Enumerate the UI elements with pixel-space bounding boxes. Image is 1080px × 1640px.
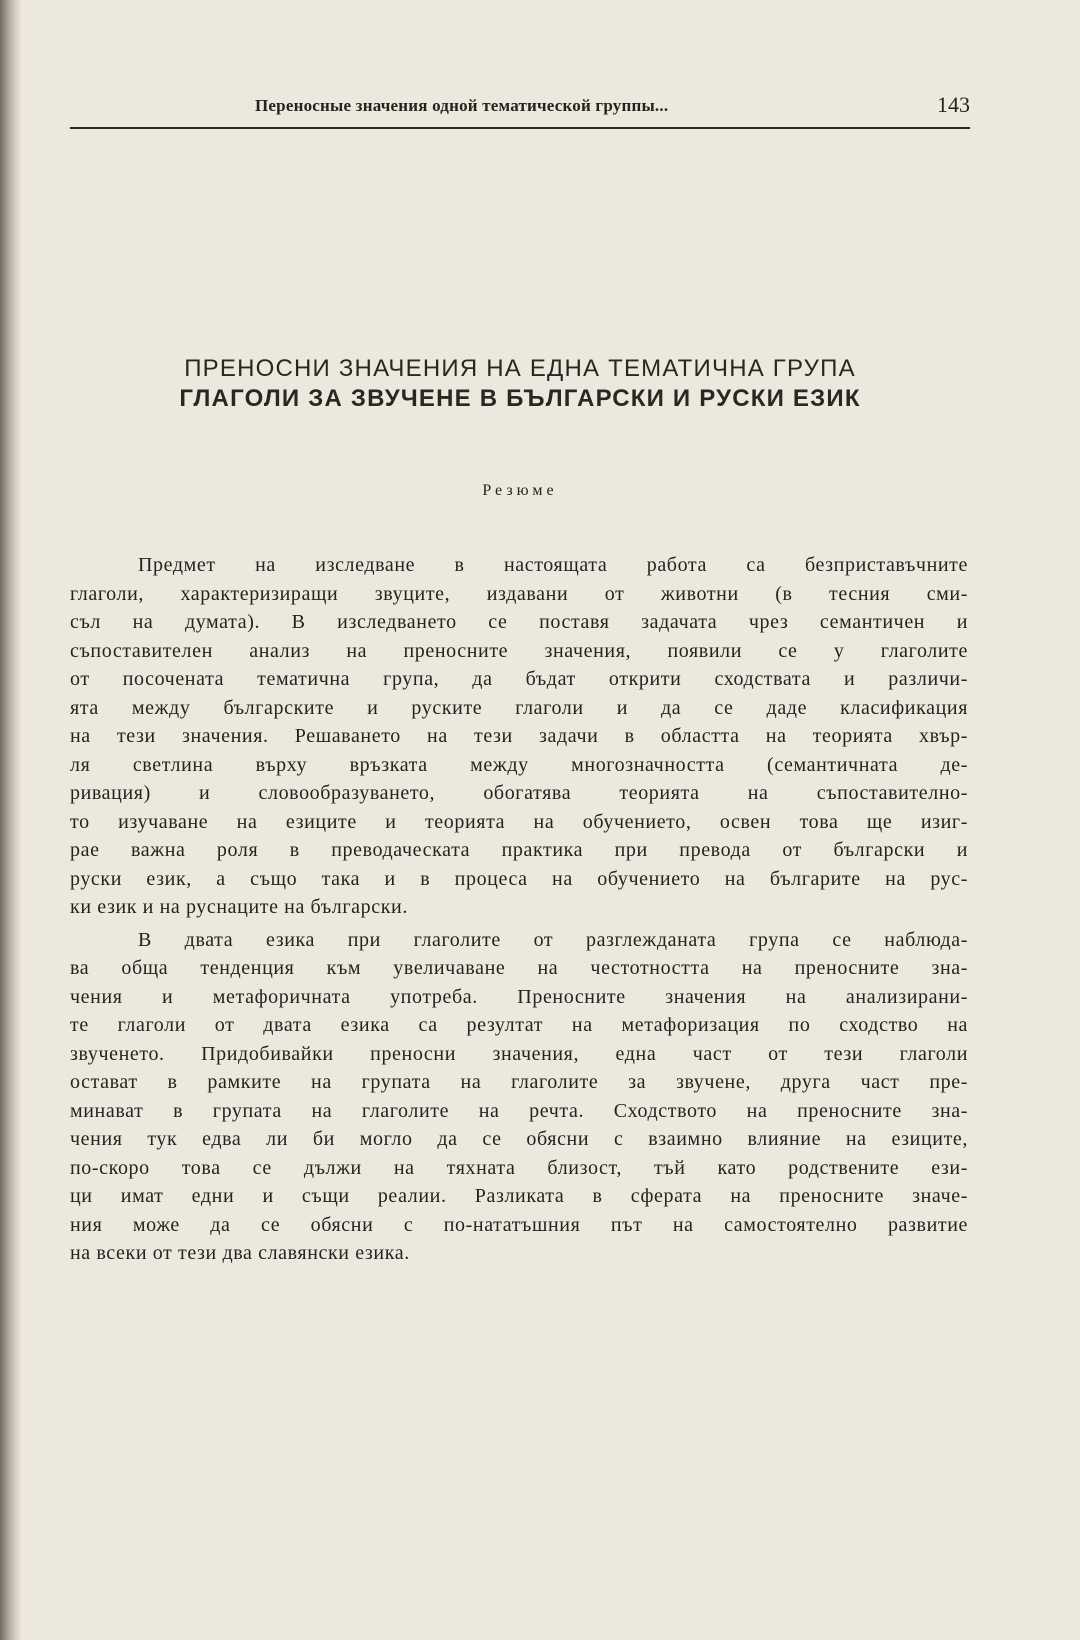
text-line: ки език и на руснаците на български. <box>70 896 408 918</box>
text-line: чения и метафоричната употреба. Преносните значения на анализирани- <box>70 985 968 1008</box>
text-line: ва обща тенденция към увеличаване на честотността на преносните зна- <box>70 957 968 979</box>
text-line: Предмет на изследване в настоящата работа са безприставъчните <box>138 554 968 576</box>
text-line: съпоставителен анализ на преносните значения, появили се у глаголите <box>70 639 968 662</box>
article-title-line-1: ПРЕНОСНИ ЗНАЧЕНИЯ НА ЕДНА ТЕМАТИЧНА ГРУПА <box>184 355 856 382</box>
text-line: глаголи, характеризиращи звуците, издавани от животни (в тесния сми- <box>70 582 968 605</box>
text-line: ля светлина върху връзката между многозначността (семантичната де- <box>70 753 968 776</box>
text-line: минават в групата на глаголите на речта. Сходството на преносните зна- <box>70 1099 968 1122</box>
text-line: звученето. Придобивайки преносни значения, една част от тези глаголи <box>70 1042 968 1065</box>
text-line: ята между българските и руските глаголи и да се даде класификация <box>70 696 968 719</box>
summary-heading: Резюме <box>482 482 558 499</box>
text-line: руски език, а също така и в процеса на обучението на българите на рус- <box>70 867 968 890</box>
text-line: на всеки от тези два славянски езика. <box>70 1242 410 1264</box>
text-line: ния може да се обясни с по-нататъшния път на самостоятелно развитие <box>70 1213 968 1236</box>
text-line: ци имат едни и същи реалии. Разликата в сферата на преносните значе- <box>70 1185 968 1207</box>
running-title: Переносные значения одной тематической группы... <box>255 96 669 115</box>
summary-body <box>70 551 968 1268</box>
text-line: остават в рамките на групата на глаголите за звучене, друга част пре- <box>70 1071 968 1093</box>
text-line: ривация) и словообразуването, обогатява теорията на съпоставително- <box>70 782 968 804</box>
text-line: чения тук едва ли би могло да се обясни с взаимно влияние на езиците, <box>70 1128 968 1150</box>
text-line: рае важна роля в преводаческата практика при превода от български и <box>70 839 968 861</box>
running-head <box>70 86 970 126</box>
text-line: от посочената тематична група, да бъдат открити сходствата и различи- <box>70 668 968 690</box>
article-title-line-2: ГЛАГОЛИ ЗА ЗВУЧЕНЕ В БЪЛГАРСКИ И РУСКИ ЕЗИК <box>179 385 861 412</box>
text-line: то изучаване на езиците и теорията на обучението, освен това ще изиг- <box>70 810 968 833</box>
text-line: по-скоро това се дължи на тяхната близост, тъй като родствените ези- <box>70 1156 968 1179</box>
header-rule <box>70 127 970 129</box>
text-line: на тези значения. Решаването на тези задачи в областта на теорията хвър- <box>70 725 968 747</box>
article-title <box>70 354 970 414</box>
text-line: съл на думата). В изследването се поставя задачата чрез семантичен и <box>70 611 968 633</box>
text-line: В двата езика при глаголите от разглежданата група се наблюда- <box>138 928 968 951</box>
page-number: 143 <box>937 92 970 117</box>
text-line: те глаголи от двата езика са резултат на метафоризация по сходство на <box>70 1014 968 1036</box>
